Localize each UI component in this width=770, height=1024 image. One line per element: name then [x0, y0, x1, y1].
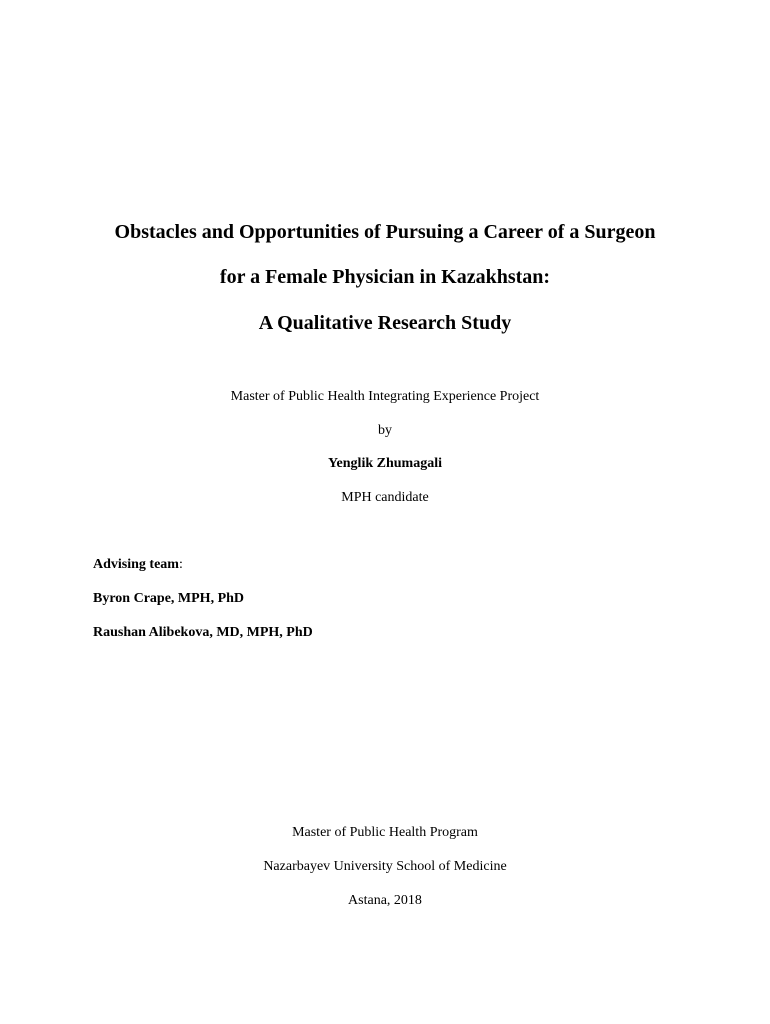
program-name: Master of Public Health Program [292, 825, 478, 840]
author-status: MPH candidate [341, 490, 429, 505]
title-line-3: A Qualitative Research Study [258, 312, 512, 334]
title-line-1: Obstacles and Opportunities of Pursuing a Career of a Surgeon [114, 221, 656, 243]
author-name: Yenglik Zhumagali [328, 456, 442, 471]
title-line-2: for a Female Physician in Kazakhstan: [219, 266, 551, 288]
advising-team-heading [93, 558, 183, 572]
advisor-2: Raushan Alibekova, MD, MPH, PhD [93, 625, 313, 640]
advisor-1: Byron Crape, MPH, PhD [93, 591, 245, 606]
project-description: Master of Public Health Integrating Experience Project [230, 389, 540, 404]
school-name: Nazarbayev University School of Medicine [263, 859, 507, 874]
advising-team-label: Advising team [93, 557, 179, 572]
advising-team-colon: : [178, 557, 183, 572]
place-and-date: Astana, 2018 [348, 893, 422, 908]
by-label: by [378, 423, 392, 438]
